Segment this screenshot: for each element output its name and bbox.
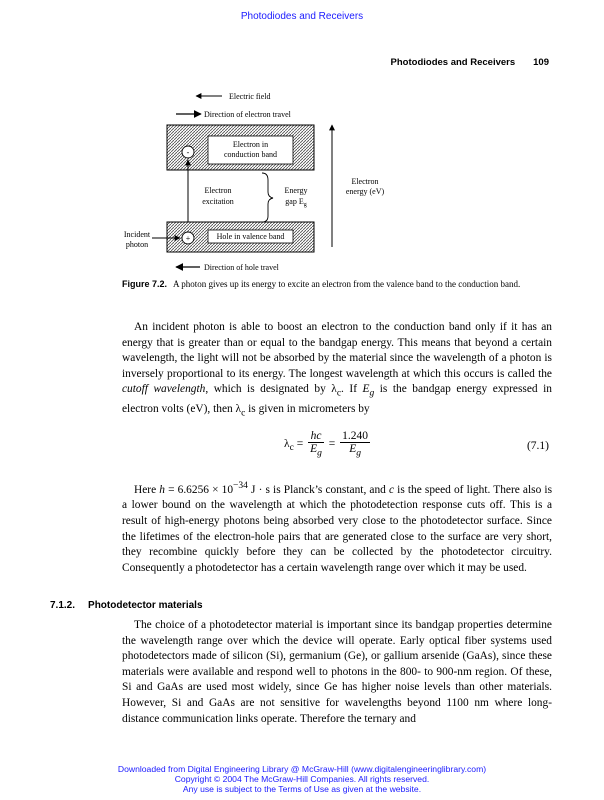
paragraph-planck-constant: Here $h = 6.6256 \times 10^{-34}$ J · s is Planck’s constant, and c is the speed of light. There also is a lower bound on the wavelength at which the photodetection response cuts off. This is a result of high-energy photons being absorbed very close to the photodetector surface. Since the lifetimes of the electron-hole pairs that are generated close to the surface are very short, they recombine quickly before they can be collected by the photodetector circuitry. Consequently a photodetector has a certain wavelength range over which it may be used. (122, 481, 552, 574)
caption-text: A photon gives up its energy to excite an electron from the valence band to the conduction band. (173, 279, 521, 289)
term-cutoff-wavelength: cutoff wavelength (122, 383, 206, 396)
hole-symbol: + (185, 234, 191, 243)
paragraph-cutoff-wavelength: An incident photon is able to boost an electron to the conduction band only if it has an energy that is greater than or equal to the bandgap energy. This means that beyond a certain wavelength, the light will not be absorbed by the material since the wavelength of a photon is inversely proportional to its energy. The longest wavelength at which this occurs is called the cutoff wavelength, which is designated by $\lambda_c$. If $E_g$ is the bandgap energy expressed in electron volts (eV), then $\lambda_c$ is given in micrometers by (122, 321, 552, 419)
equation-number: (7.1) (526, 440, 549, 452)
conduction-band-line1: Electron in (232, 140, 269, 149)
incident-line2: photon (125, 240, 149, 249)
footer-copyright: Copyright © 2004 The McGraw-Hill Companies. All rights reserved. (174, 774, 430, 784)
footer-download-link[interactable]: Downloaded from Digital Engineering Library @ McGraw-Hill (www.digitalengineeringlibrary.com) (117, 764, 487, 774)
running-head-title: Photodiodes and Receivers (390, 57, 516, 68)
section-number: 7.1.2. (50, 600, 76, 611)
energy-gap-line2: gap $E_g$ (285, 197, 307, 208)
section-title: Photodetector materials (88, 600, 203, 611)
energy-axis-line2: energy (eV) (345, 187, 385, 196)
caption-label: Figure 7.2. (122, 279, 168, 289)
equation-7-1: $\lambda_c$ = $\frac{hc}{E_g}$ = $\frac{1.240}{E_g}$ (284, 430, 369, 459)
energy-gap-brace (262, 173, 273, 222)
valence-band-label: Hole in valence band (216, 232, 285, 241)
hole-travel-label: Direction of hole travel (204, 263, 279, 272)
energy-gap-line1: Energy (284, 186, 308, 195)
section-heading (50, 600, 203, 611)
running-head (391, 57, 549, 68)
conduction-band-line2: conduction band (223, 150, 278, 159)
figure-caption (122, 279, 542, 289)
excitation-line2: excitation (202, 197, 234, 206)
fraction-constant-over-eg: $\frac{1.240}{E_g}$ (342, 430, 369, 459)
electron-travel-label: Direction of electron travel (204, 110, 291, 119)
paragraph-photodetector-materials: The choice of a photodetector material is important since its bandgap properties determine the wavelength range over which the device will operate. Early optical fiber systems used photodetectors made of silicon (Si), germanium (Ge), or gallium arsenide (GaAs), since these materials were available and respond well to photons in the 800- to 900-nm region. Of these, Si and GaAs are used most widely, since Ge has higher noise levels than other materials. However, Si and GaAs are not sensitive for wavelengths beyond 1100 nm where long-distance communication links operate. Therefore the ternary and (122, 619, 552, 725)
energy-axis-line1: Electron (351, 177, 379, 186)
fraction-hc-over-eg: $\frac{hc}{E_g}$ (310, 430, 322, 459)
page-number: 109 (533, 57, 549, 68)
band-diagram (0, 80, 604, 280)
incident-line1: Incident (123, 230, 151, 239)
electric-field-label: Electric field (229, 92, 271, 101)
excitation-line1: Electron (204, 186, 232, 195)
electron-symbol: - (186, 148, 190, 157)
footer-terms[interactable]: Any use is subject to the Terms of Use as given at the website. (182, 784, 422, 794)
top-banner-link[interactable]: Photodiodes and Receivers (240, 11, 364, 22)
footer-notice (0, 764, 604, 794)
figure-7-2 (0, 80, 604, 280)
